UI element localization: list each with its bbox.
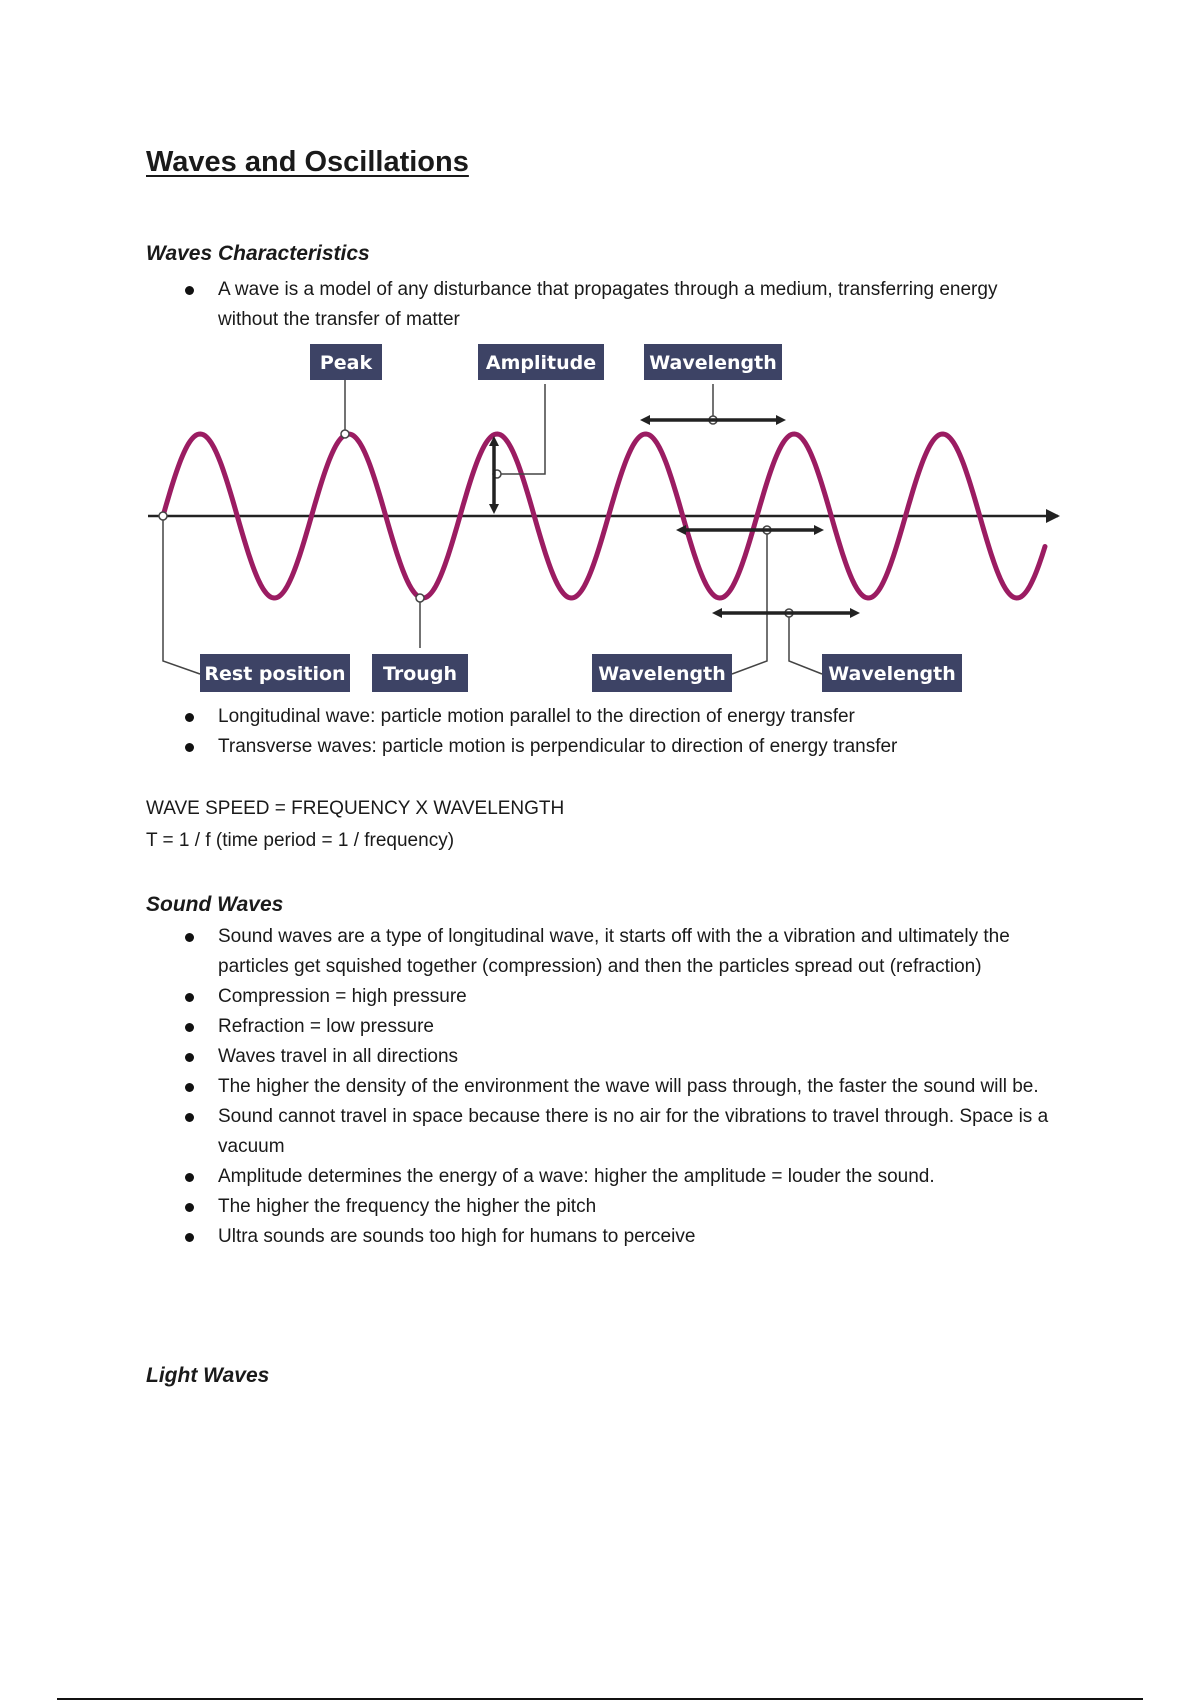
label-peak (310, 344, 382, 380)
list-item: Waves travel in all directions (176, 1042, 1056, 1072)
label-wavelength-top (644, 344, 782, 380)
label-wavelength-bottom-left-text: Wavelength (598, 663, 726, 685)
label-rest-position (200, 654, 350, 692)
page-title: Waves and Oscillations (146, 146, 469, 178)
axis-arrowhead (1046, 509, 1060, 523)
list-item: The higher the density of the environment the wave will pass through, the faster the sound will be. (176, 1072, 1056, 1102)
label-connectors (163, 380, 822, 674)
label-trough (372, 654, 468, 692)
list-item: Compression = high pressure (176, 982, 1056, 1012)
list-item: Amplitude determines the energy of a wave: higher the amplitude = louder the sound. (176, 1162, 1056, 1192)
label-rest-position-text: Rest position (204, 663, 346, 685)
label-wavelength-bottom-right (822, 654, 962, 692)
label-wavelength-top-text: Wavelength (649, 352, 777, 374)
list-item: Refraction = low pressure (176, 1012, 1056, 1042)
label-wavelength-bottom-left (592, 654, 732, 692)
list-item: Sound waves are a type of longitudinal wave, it starts off with the a vibration and ultimately the particles get squished together (compression) and then the particles spread out (refraction) (176, 922, 1056, 982)
label-trough-text: Trough (383, 663, 457, 685)
sound-waves-list (176, 922, 1056, 1252)
wave-diagram (140, 334, 1070, 696)
label-amplitude-text: Amplitude (485, 352, 597, 374)
section-heading-sound-waves: Sound Waves (146, 893, 284, 916)
list-item: Transverse waves: particle motion is perpendicular to direction of energy transfer (176, 732, 1056, 762)
label-wavelength-bottom-right-text: Wavelength (828, 663, 956, 685)
characteristics-intro-list (176, 275, 1056, 335)
label-peak-text: Peak (319, 352, 373, 374)
wave-types-list (176, 702, 1056, 762)
list-item: The higher the frequency the higher the pitch (176, 1192, 1056, 1222)
list-item: Longitudinal wave: particle motion parallel to the direction of energy transfer (176, 702, 1056, 732)
section-heading-light-waves: Light Waves (146, 1364, 270, 1387)
list-item: Ultra sounds are sounds too high for humans to perceive (176, 1222, 1056, 1252)
wave-speed-formula: WAVE SPEED = FREQUENCY X WAVELENGTH (146, 798, 565, 819)
section-heading-wave-characteristics: Waves Characteristics (146, 242, 370, 265)
list-item: A wave is a model of any disturbance that propagates through a medium, transferring energy without the transfer of matter (176, 275, 1056, 335)
list-item: Sound cannot travel in space because there is no air for the vibrations to travel through. Space is a vacuum (176, 1102, 1056, 1162)
label-amplitude (478, 344, 604, 380)
time-period-formula: T = 1 / f (time period = 1 / frequency) (146, 830, 455, 851)
